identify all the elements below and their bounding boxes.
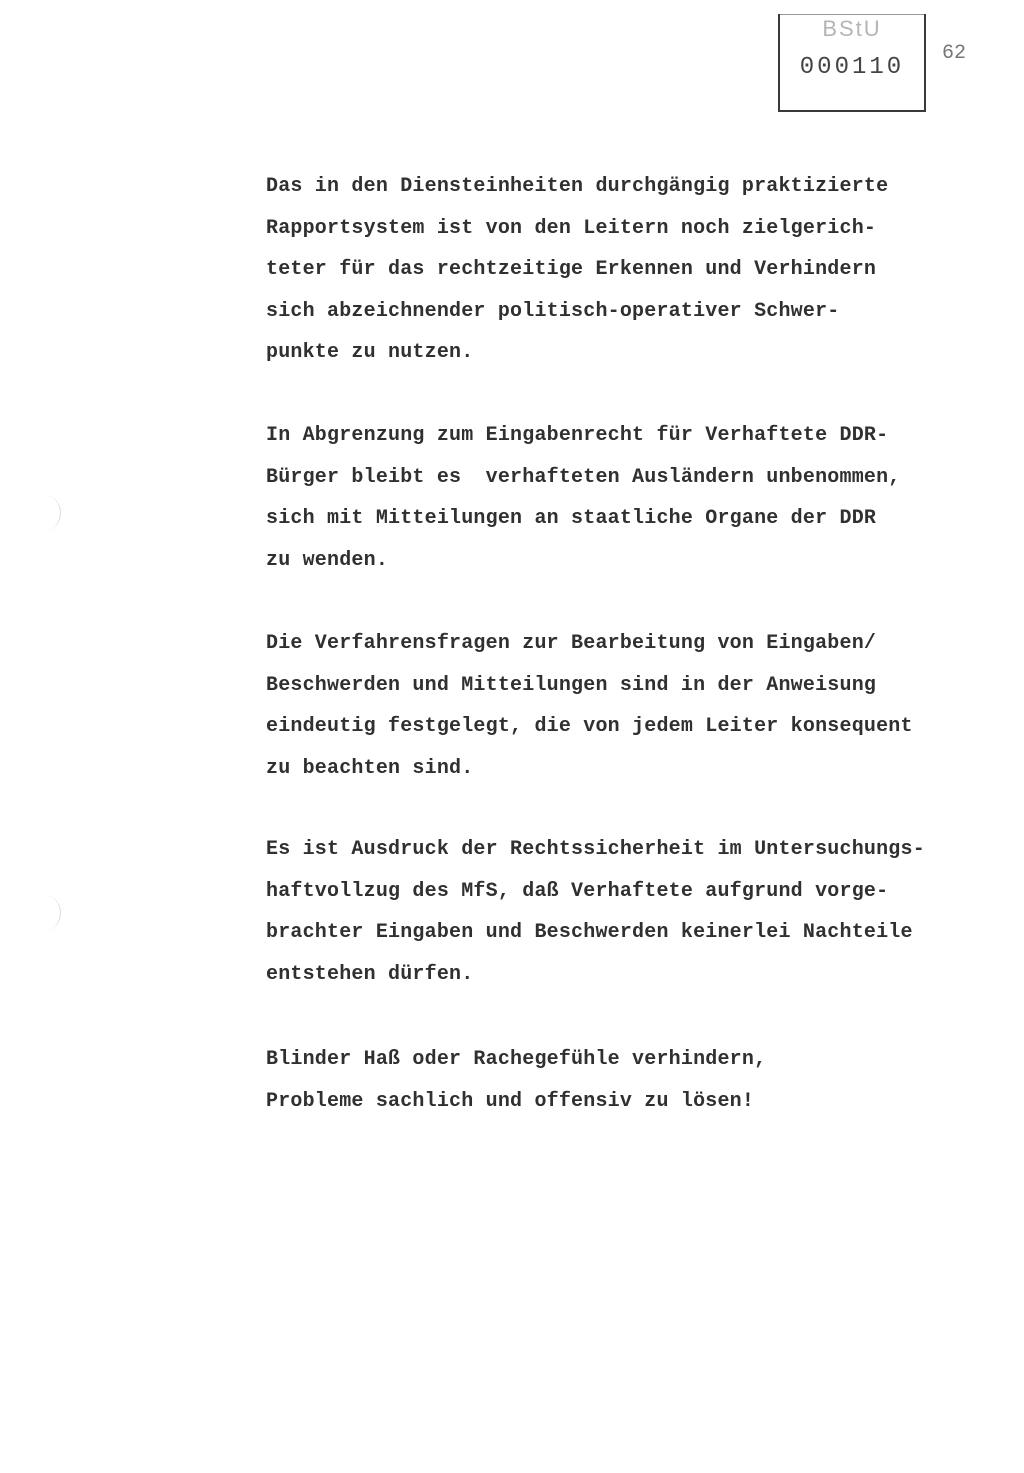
text-line: Blinder Haß oder Rachegefühle verhindern, xyxy=(266,1048,767,1071)
text-line: Beschwerden und Mitteilungen sind in der Anweisung xyxy=(266,673,877,697)
text-line: In Abgrenzung zum Eingabenrecht für Verhaftete DDR- xyxy=(266,424,889,447)
punch-hole-mark xyxy=(32,496,61,530)
text-line: Bürger bleibt es verhafteten Ausländern unbenommen, xyxy=(266,465,901,489)
text-line: Rapportsystem ist von den Leitern noch zielgerich- xyxy=(266,216,877,240)
text-line: teter für das rechtzeitige Erkennen und Verhindern xyxy=(266,258,877,281)
text-line: punkte zu nutzen. xyxy=(266,341,474,364)
punch-hole-mark xyxy=(32,896,61,930)
text-line: Es ist Ausdruck der Rechtssicherheit im Untersuchungs- xyxy=(266,838,925,861)
text-line: Die Verfahrensfragen zur Bearbeitung von Eingaben/ xyxy=(266,632,877,655)
text-line: zu wenden. xyxy=(266,548,389,572)
text-line: eindeutig festgelegt, die von jedem Leiter konsequent xyxy=(266,715,913,738)
text-line: entstehen dürfen. xyxy=(266,962,474,986)
text-line: Probleme sachlich und offensiv zu lösen! xyxy=(266,1089,755,1113)
text-line: Das in den Diensteinheiten durchgängig praktizierte xyxy=(266,175,889,198)
text-line: sich abzeichnender politisch-operativer Schwer- xyxy=(266,299,840,323)
text-line: zu beachten sind. xyxy=(266,756,474,780)
paragraph-eingabenrecht xyxy=(266,415,956,581)
stamp-number: 000110 xyxy=(799,54,905,81)
archive-stamp xyxy=(778,14,926,112)
stamp-org-label: BStU xyxy=(822,16,882,41)
paragraph-rechtssicherheit xyxy=(266,829,956,995)
paragraph-closing xyxy=(266,1039,956,1122)
text-line: brachter Eingaben und Beschwerden keinerlei Nachteile xyxy=(266,921,913,944)
text-line: haftvollzug des MfS, daß Verhaftete aufgrund vorge- xyxy=(266,879,889,903)
page-number: 62 xyxy=(942,42,967,65)
paragraph-verfahrensfragen xyxy=(266,623,956,789)
paragraph-rapportsystem xyxy=(266,166,956,374)
text-line: sich mit Mitteilungen an staatliche Organe der DDR xyxy=(266,507,877,530)
